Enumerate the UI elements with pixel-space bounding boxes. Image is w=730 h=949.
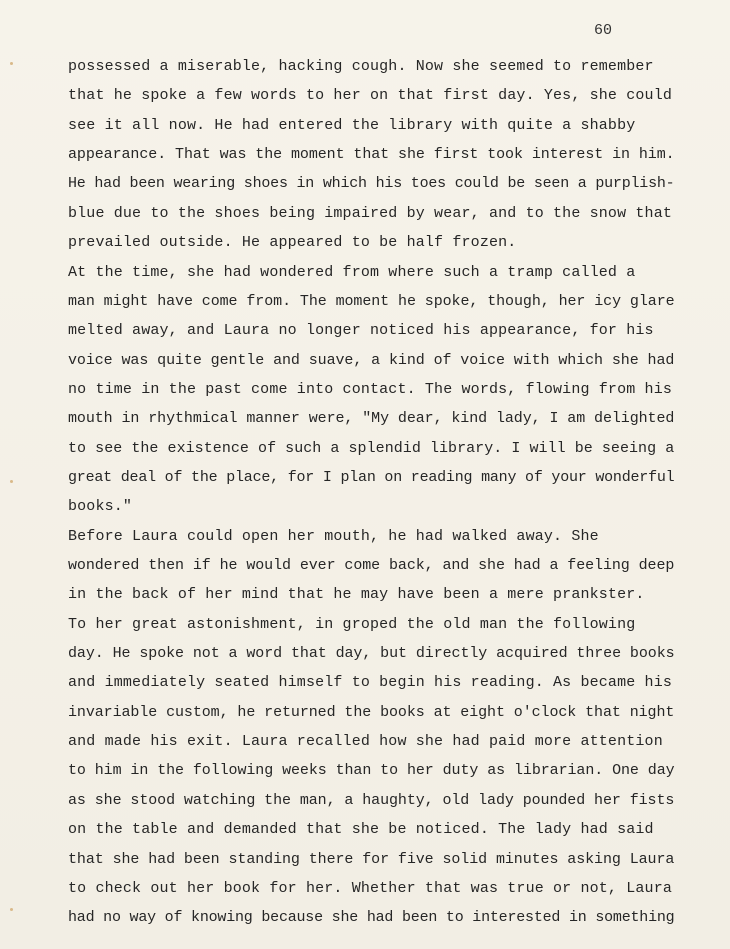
text-line: great deal of the place, for I plan on reading many of your wonderful — [68, 468, 675, 486]
text-line: that he spoke a few words to her on that first day. Yes, she could — [68, 87, 672, 105]
margin-mark — [10, 480, 13, 483]
margin-mark — [10, 908, 13, 911]
text-line: books." — [68, 498, 133, 516]
text-line: to him in the following weeks than to her duty as librarian. One day — [68, 762, 675, 780]
text-line: possessed a miserable, hacking cough. Now she seemed to remember — [68, 58, 654, 75]
margin-mark — [10, 62, 13, 65]
text-line: had no way of knowing because she had been to interested in something — [68, 909, 675, 927]
text-line: to check out her book for her. Whether that was true or not, Laura — [68, 879, 672, 897]
text-line: He had been wearing shoes in which his toes could be seen a purplish- — [68, 175, 675, 193]
text-line: wondered then if he would ever come back, and she had a feeling deep — [68, 557, 675, 574]
text-line: To her great astonishment, in groped the old man the following — [68, 615, 636, 633]
page-number: 60 — [593, 22, 612, 39]
text-line: and made his exit. Laura recalled how she had paid more attention — [68, 733, 663, 751]
text-line: that she had been standing there for five solid minutes asking Laura — [68, 850, 675, 868]
text-line: as she stood watching the man, a haughty, old lady pounded her fists — [68, 791, 675, 809]
text-line: see it all now. He had entered the library with quite a shabby — [68, 116, 636, 134]
text-line: Before Laura could open her mouth, he had walked away. She — [68, 527, 599, 545]
text-line: day. He spoke not a word that day, but directly acquired three books — [68, 645, 675, 662]
text-line: to see the existence of such a splendid library. I will be seeing a — [68, 439, 675, 457]
text-line: voice was quite gentle and suave, a kind of voice with which she had — [68, 351, 675, 369]
text-line: appearance. That was the moment that she first took interest in him. — [68, 146, 675, 164]
text-line: in the back of her mind that he may have been a mere prankster. — [68, 586, 645, 604]
text-line: mouth in rhythmical manner were, "My dear, kind lady, I am delighted — [68, 410, 675, 428]
text-line: man might have come from. The moment he spoke, though, her icy glare — [68, 292, 675, 310]
text-line: and immediately seated himself to begin his reading. As became his — [68, 674, 672, 692]
text-line: blue due to the shoes being impaired by wear, and to the snow that — [68, 204, 672, 222]
text-line: At the time, she had wondered from where such a tramp called a — [68, 263, 636, 281]
text-line: melted away, and Laura no longer noticed his appearance, for his — [68, 322, 654, 340]
text-line: prevailed outside. He appeared to be half frozen. — [68, 234, 517, 252]
text-line: invariable custom, he returned the books at eight o'clock that night — [68, 703, 675, 721]
text-line: on the table and demanded that she be noticed. The lady had said — [68, 821, 654, 839]
text-line: no time in the past come into contact. The words, flowing from his — [68, 380, 672, 398]
